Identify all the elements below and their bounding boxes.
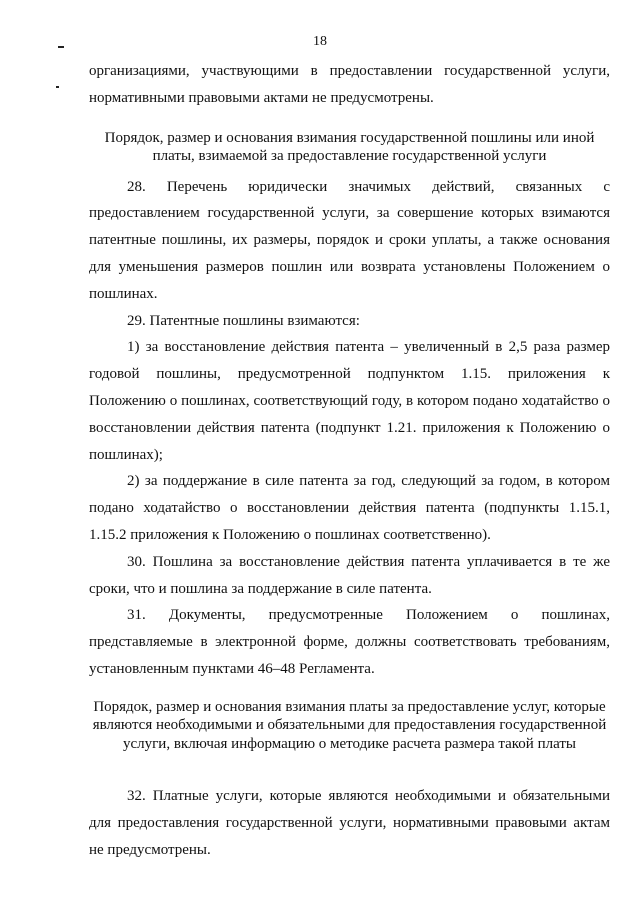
paragraph-32: 32. Платные услуги, которые являются необходимыми и обязательными для предоставления государственной услуги, нормативными правовыми актам не предусмотрены. <box>89 788 610 858</box>
paragraph-31: 31. Документы, предусмотренные Положением о пошлинах, представляемые в электронной форме, должны соответствовать требованиям, установленным пунктами 46–48 Регламента. <box>89 607 610 677</box>
scan-mark <box>58 46 64 48</box>
paragraph-intro: организациями, участвующими в предоставлении государственной услуги, нормативными правовыми актами не предусмотрены. <box>89 63 610 106</box>
scan-mark <box>56 86 59 88</box>
paragraph-29-item-1: 1) за восстановление действия патента – увеличенный в 2,5 раза размер годовой пошлины, предусмотренной подпунктом 1.15. приложения к Положению о пошлинах, соответствующий году, в котором подано ходатайство о восстановлении действия патента (подпункт 1.21. приложения к Положению о пошлинах); <box>89 339 610 463</box>
document-body <box>89 58 610 864</box>
paragraph-28: 28. Перечень юридически значимых действий, связанных с предоставлением государственной услуги, за совершение которых взимаются патентные пошлины, их размеры, порядок и сроки уплаты, а также основания для уменьшения размеров пошлин или возврата установлены Положением о пошлинах. <box>89 178 610 302</box>
paragraph-29: 29. Патентные пошлины взимаются: <box>127 312 360 329</box>
paragraph-29-item-2: 2) за поддержание в силе патента за год, следующий за годом, в котором подано ходатайство о восстановлении действия патента (подпункты 1.15.1, 1.15.2 приложения к Положению о пошлинах соответственно). <box>89 473 610 543</box>
section-heading-state-fee: Порядок, размер и основания взимания государственной пошлины или иной платы, взимаемой за предоставление государственной услуги <box>104 129 595 165</box>
section-heading-paid-services: Порядок, размер и основания взимания платы за предоставление услуг, которые являются необходимыми и обязательными для предоставления государственной услуги, включая информацию о методике расчета размера такой платы <box>92 698 607 752</box>
paragraph-30: 30. Пошлина за восстановление действия патента уплачивается в те же сроки, что и пошлина за поддержание в силе патента. <box>89 553 610 597</box>
page-number: 18 <box>313 34 327 49</box>
